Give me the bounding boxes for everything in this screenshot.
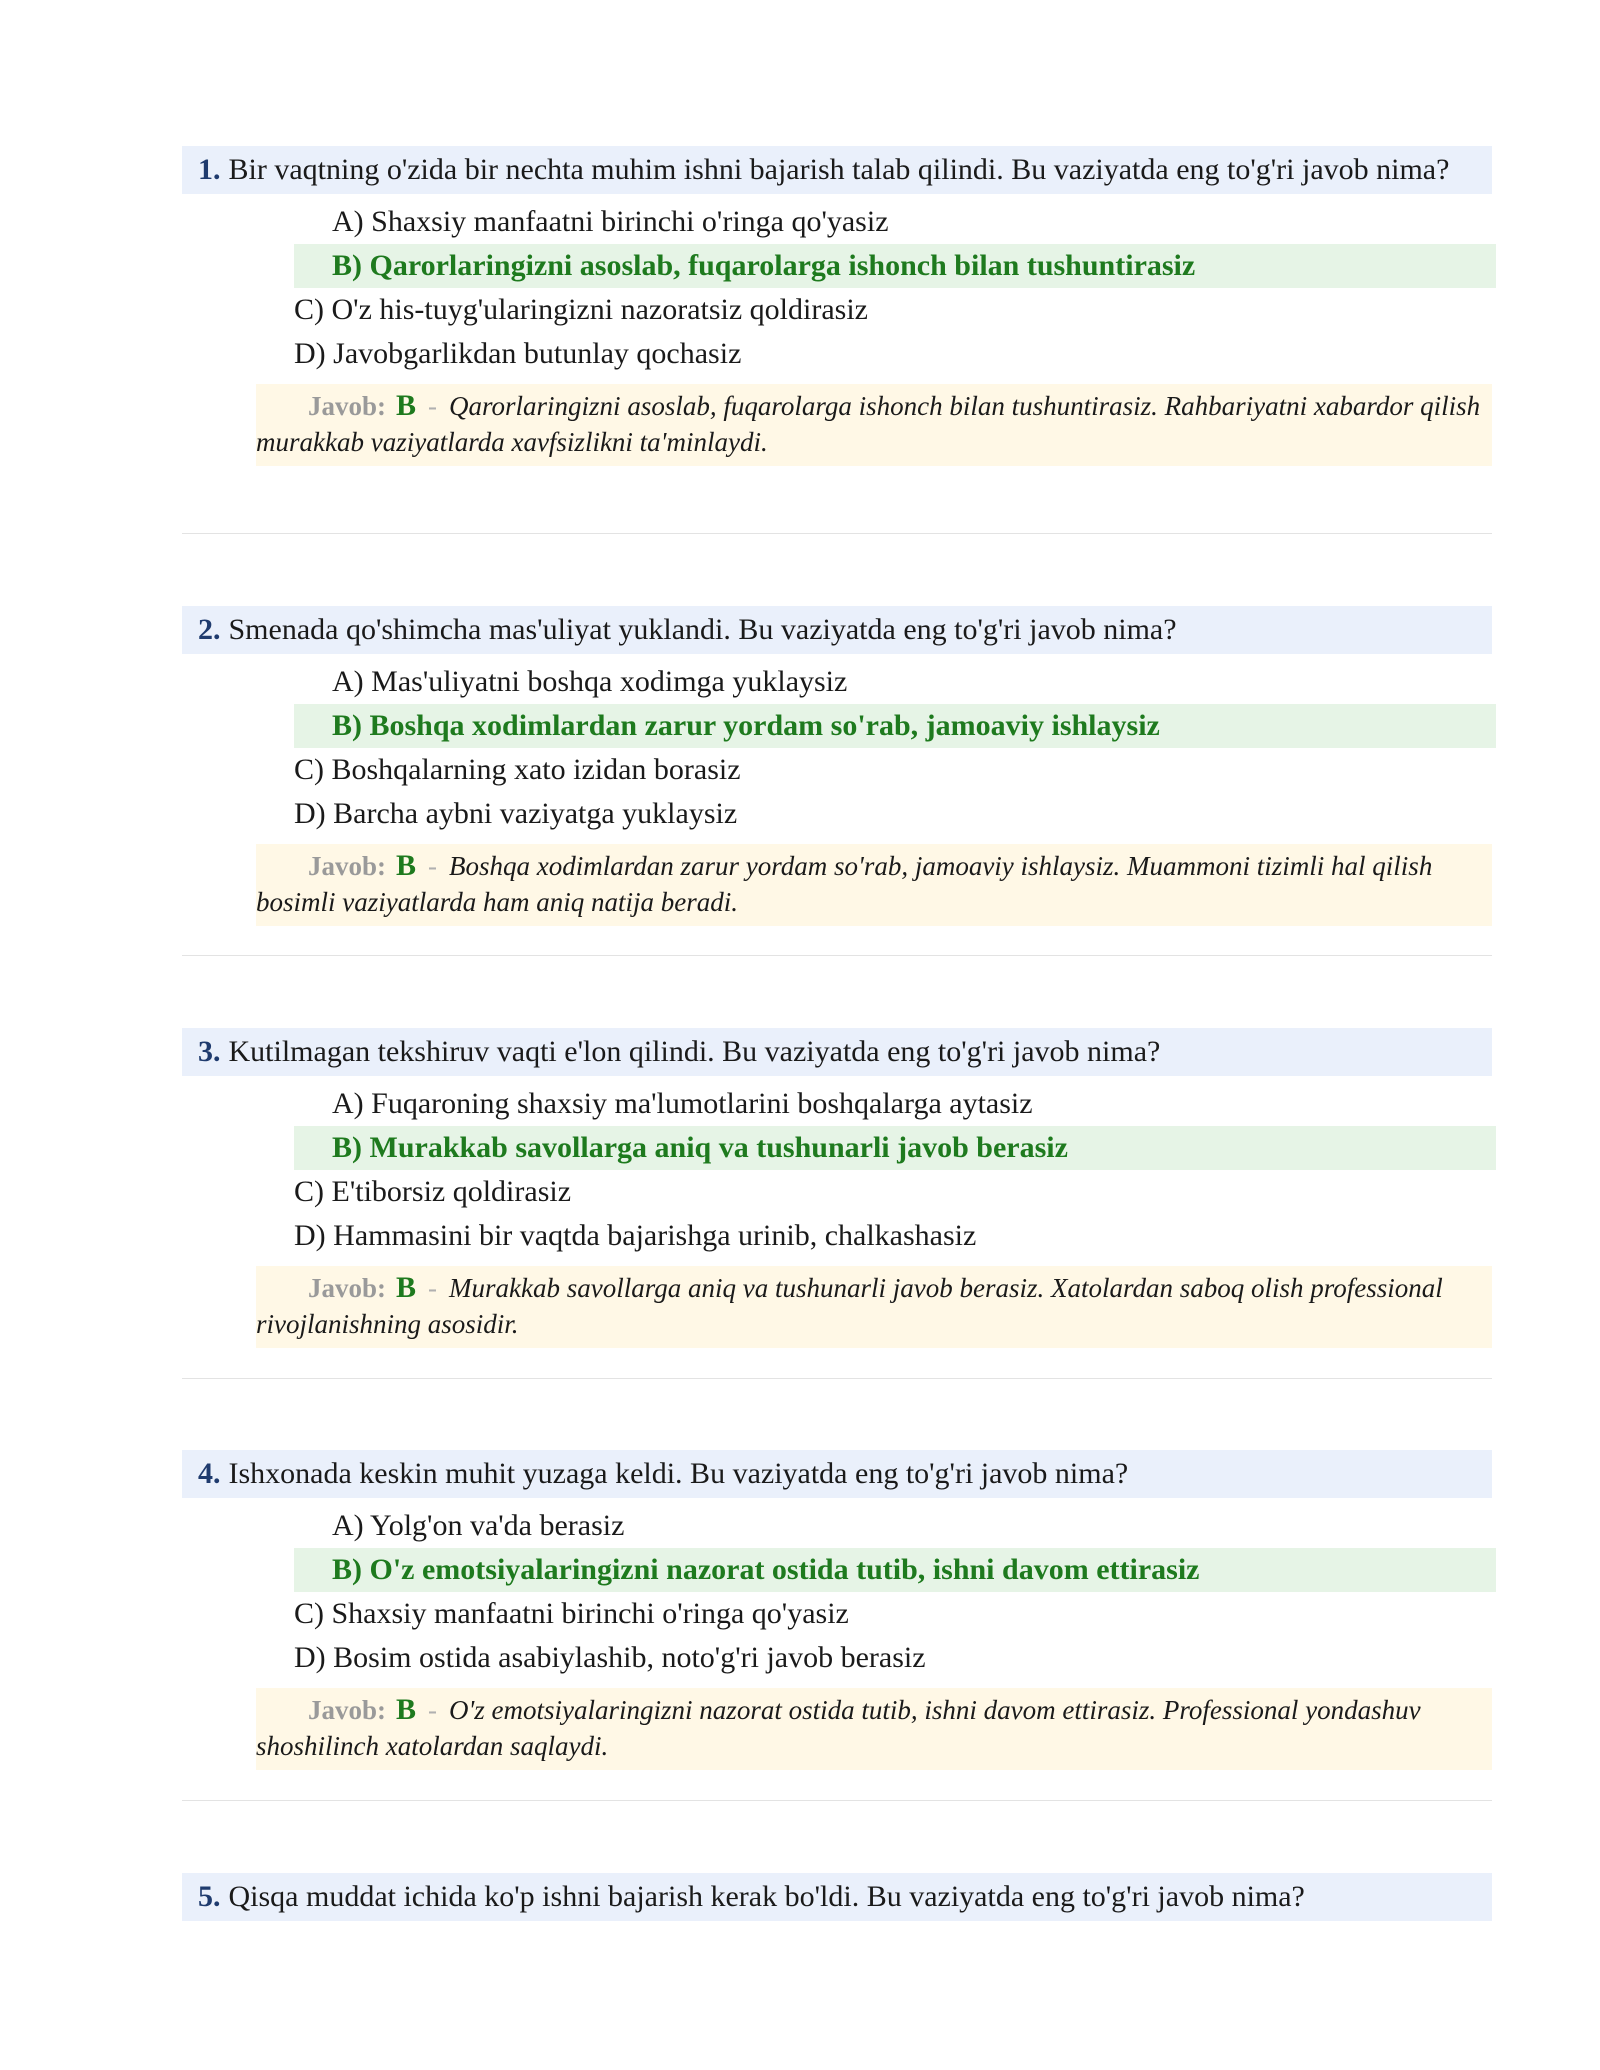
option-d: D) Barcha aybni vaziyatga yuklaysiz xyxy=(294,797,738,830)
question-5 xyxy=(182,1873,1492,1921)
answer-label: Javob: xyxy=(308,1695,387,1725)
question-header xyxy=(182,146,1492,194)
answer-box xyxy=(256,1266,1492,1348)
answer-dash: - xyxy=(428,1695,438,1725)
option-b-correct: B) Murakkab savollarga aniq va tushunarli javob berasiz xyxy=(294,1126,1496,1170)
question-text: Kutilmagan tekshiruv vaqti e'lon qilindi. Bu vaziyatda eng to'g'ri javob nima? xyxy=(228,1035,1161,1068)
option-c: C) O'z his-tuyg'ularingizni nazoratsiz qoldirasiz xyxy=(294,293,868,326)
answer-dash: - xyxy=(428,1273,438,1303)
question-header xyxy=(182,606,1492,654)
answer-dash: - xyxy=(428,391,438,421)
answer-box xyxy=(256,384,1492,466)
question-1 xyxy=(182,146,1492,466)
option-d: D) Javobgarlikdan butunlay qochasiz xyxy=(294,337,742,370)
answer-letter: B xyxy=(396,389,417,422)
option-c: C) Boshqalarning xato izidan borasiz xyxy=(294,753,741,786)
option-a: A) Mas'uliyatni boshqa xodimga yuklaysiz xyxy=(332,665,848,698)
options-list xyxy=(182,1082,1492,1258)
divider xyxy=(182,533,1492,534)
question-text: Ishxonada keskin muhit yuzaga keldi. Bu vaziyatda eng to'g'ri javob nima? xyxy=(228,1457,1129,1490)
answer-label: Javob: xyxy=(308,1273,387,1303)
answer-explanation: Boshqa xodimlardan zarur yordam so'rab, jamoaviy ishlaysiz. Muammoni tizimli hal qilish bosimli vaziyatlarda ham aniq natija beradi. xyxy=(256,851,1433,917)
question-text: Bir vaqtning o'zida bir nechta muhim ishni bajarish talab qilindi. Bu vaziyatda eng to'g'ri javob nima? xyxy=(228,153,1450,186)
option-c: C) Shaxsiy manfaatni birinchi o'ringa qo'yasiz xyxy=(294,1597,849,1630)
option-b-correct: B) Boshqa xodimlardan zarur yordam so'rab, jamoaviy ishlaysiz xyxy=(294,704,1496,748)
option-a: A) Fuqaroning shaxsiy ma'lumotlarini boshqalarga aytasiz xyxy=(332,1087,1033,1120)
option-d: D) Bosim ostida asabiylashib, noto'g'ri javob berasiz xyxy=(294,1641,926,1674)
question-4 xyxy=(182,1450,1492,1770)
answer-letter: B xyxy=(396,1271,417,1304)
question-text: Qisqa muddat ichida ko'p ishni bajarish kerak bo'ldi. Bu vaziyatda eng to'g'ri javob nima? xyxy=(228,1880,1305,1913)
options-list xyxy=(182,660,1492,836)
question-number: 1. xyxy=(198,153,221,186)
answer-explanation: Murakkab savollarga aniq va tushunarli javob berasiz. Xatolardan saboq olish professional rivojlanishning asosidir. xyxy=(256,1273,1443,1339)
option-a: A) Yolg'on va'da berasiz xyxy=(332,1509,625,1542)
question-2 xyxy=(182,606,1492,926)
question-header xyxy=(182,1450,1492,1498)
answer-letter: B xyxy=(396,1693,417,1726)
option-b-correct: B) O'z emotsiyalaringizni nazorat ostida tutib, ishni davom ettirasiz xyxy=(294,1548,1496,1592)
answer-label: Javob: xyxy=(308,851,387,881)
option-b-correct: B) Qarorlaringizni asoslab, fuqarolarga ishonch bilan tushuntirasiz xyxy=(294,244,1496,288)
question-3 xyxy=(182,1028,1492,1348)
question-number: 3. xyxy=(198,1035,221,1068)
answer-explanation: O'z emotsiyalaringizni nazorat ostida tutib, ishni davom ettirasiz. Professional yondashuv shoshilinch xatolardan saqlaydi. xyxy=(256,1695,1421,1761)
question-number: 5. xyxy=(198,1880,221,1913)
question-text: Smenada qo'shimcha mas'uliyat yuklandi. Bu vaziyatda eng to'g'ri javob nima? xyxy=(228,613,1177,646)
question-header xyxy=(182,1028,1492,1076)
answer-letter: B xyxy=(396,849,417,882)
divider xyxy=(182,1378,1492,1379)
answer-dash: - xyxy=(428,851,438,881)
divider xyxy=(182,1800,1492,1801)
option-a: A) Shaxsiy manfaatni birinchi o'ringa qo'yasiz xyxy=(332,205,889,238)
answer-box xyxy=(256,844,1492,926)
options-list xyxy=(182,1504,1492,1680)
question-header xyxy=(182,1873,1492,1921)
option-c: C) E'tiborsiz qoldirasiz xyxy=(294,1175,572,1208)
divider xyxy=(182,955,1492,956)
answer-box xyxy=(256,1688,1492,1770)
option-d: D) Hammasini bir vaqtda bajarishga urinib, chalkashasiz xyxy=(294,1219,977,1252)
answer-explanation: Qarorlaringizni asoslab, fuqarolarga ishonch bilan tushuntirasiz. Rahbariyatni xabardor qilish murakkab vaziyatlarda xavfsizlikni ta'minlaydi. xyxy=(256,391,1481,457)
question-number: 2. xyxy=(198,613,221,646)
options-list xyxy=(182,200,1492,376)
question-number: 4. xyxy=(198,1457,221,1490)
answer-label: Javob: xyxy=(308,391,387,421)
